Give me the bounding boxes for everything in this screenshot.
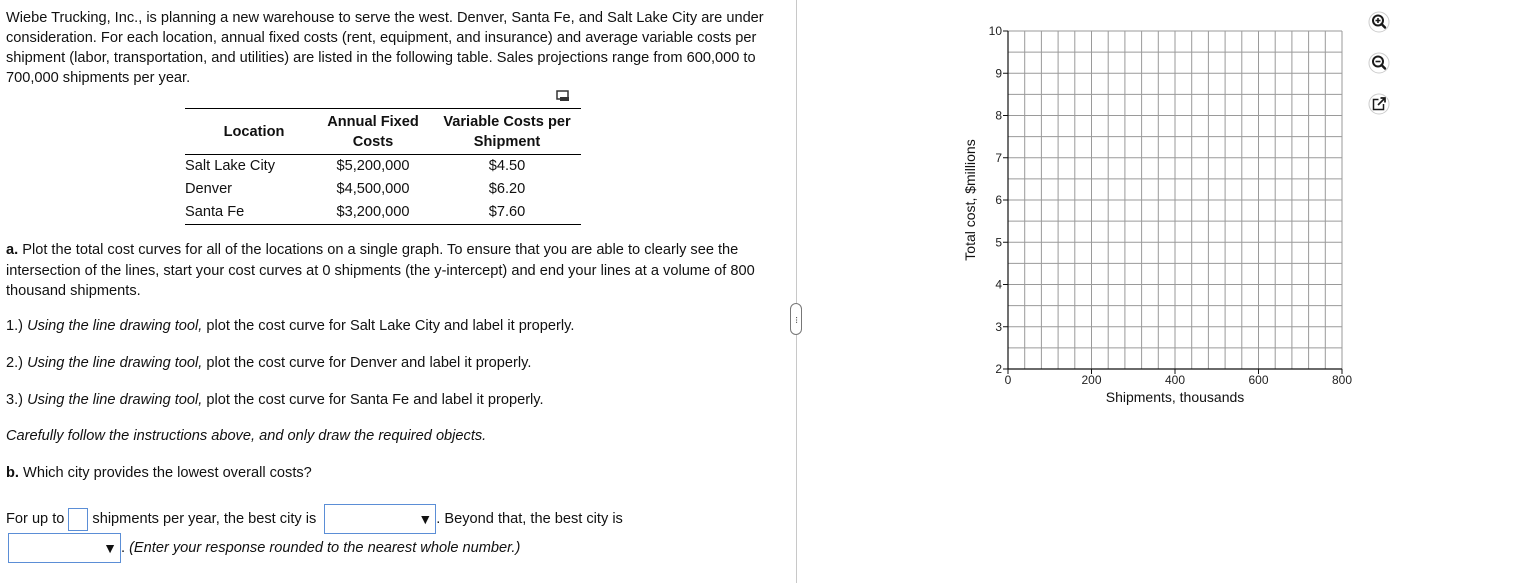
step-3-tool: Using the line drawing tool, [27, 392, 203, 408]
caution-text [6, 428, 486, 444]
copy-table-icon[interactable] [556, 90, 570, 102]
chevron-down-icon: ▼ [418, 511, 433, 527]
step-1 [6, 318, 574, 334]
x-tick-label: 600 [1248, 373, 1269, 387]
table-row [185, 178, 581, 201]
part-a-text: Plot the total cost curves for all of the locations on a single graph. To ensure that you are able to clearly see the intersection of the lines, start your cost curves at 0 shipments (the y-intercept) and end your lines at a volume of 800 thousand shipments. [6, 242, 755, 299]
zoom-out-icon[interactable] [1368, 52, 1390, 74]
y-tick-label: 4 [995, 277, 1002, 292]
y-tick-label: 8 [995, 108, 1002, 123]
header-fixed-costs: Annual Fixed Costs [327, 114, 419, 150]
rounding-hint: (Enter your response rounded to the nearest whole number.) [129, 540, 521, 556]
cell-fixed: $5,200,000 [336, 158, 410, 174]
best-city-select-2[interactable] [8, 533, 121, 563]
x-tick-label: 0 [1004, 373, 1012, 387]
y-tick-label: 9 [995, 66, 1002, 81]
step-3-text: plot the cost curve for Santa Fe and label it properly. [202, 392, 544, 408]
x-tick-label: 200 [1081, 373, 1102, 387]
chevron-down-icon: ▼ [103, 540, 117, 556]
expand-icon[interactable] [1368, 93, 1390, 115]
y-axis-label: Total cost, $millions [962, 139, 978, 261]
part-b-question: Which city provides the lowest overall costs? [23, 465, 312, 481]
cell-location: Denver [185, 181, 233, 197]
table-row [185, 155, 581, 179]
caution-line: Carefully follow the instructions above, and only draw the required objects. [6, 428, 487, 444]
step-1-tool: Using the line drawing tool, [27, 318, 203, 334]
step-2-number: 2.) [6, 355, 28, 371]
cell-fixed: $4,500,000 [336, 181, 410, 197]
part-a-prompt [6, 240, 786, 302]
header-location: Location [223, 124, 285, 140]
cell-location: Santa Fe [185, 204, 245, 220]
panel-resize-handle[interactable]: ··· [790, 303, 802, 335]
step-3 [6, 392, 544, 408]
cost-graph[interactable] [958, 20, 1378, 420]
answer-row-2 [6, 533, 520, 563]
x-tick-label: 800 [1331, 373, 1353, 387]
cell-variable: $7.60 [488, 204, 526, 220]
step-2 [6, 355, 531, 371]
shipments-input[interactable] [68, 508, 88, 531]
cell-fixed: $3,200,000 [336, 204, 410, 220]
part-b-label: b. [6, 465, 19, 481]
x-axis-label: Shipments, thousands [1105, 389, 1245, 405]
y-tick-label: 6 [995, 193, 1002, 207]
shipments-label: shipments per year, the best city is [92, 511, 317, 527]
step-3-number: 3.) [6, 392, 28, 408]
step-1-number: 1.) [6, 318, 28, 334]
period-label: . [121, 540, 126, 556]
y-tick-label: 10 [988, 24, 1002, 38]
y-tick-label: 3 [995, 319, 1002, 334]
for-up-to-label: For up to [6, 511, 65, 527]
y-tick-label: 7 [995, 150, 1002, 165]
zoom-in-icon[interactable] [1368, 11, 1390, 33]
graph-grid [1008, 31, 1342, 369]
part-b-prompt [6, 465, 312, 481]
y-tick-label: 5 [995, 235, 1002, 250]
header-variable-costs: Variable Costs per Shipment [443, 114, 571, 150]
step-2-text: plot the cost curve for Denver and label it properly. [202, 355, 532, 371]
table-header-row [185, 109, 581, 155]
beyond-label: . Beyond that, the best city is [436, 511, 623, 527]
cell-variable: $4.50 [488, 158, 526, 174]
panel-divider[interactable] [796, 0, 797, 583]
y-tick-labels [989, 24, 1003, 376]
answer-row [6, 507, 623, 531]
problem-statement: Wiebe Trucking, Inc., is planning a new warehouse to serve the west. Denver, Santa Fe, and Salt Lake City are under consideration. For each location, annual fixed costs (rent, equipment, and insurance) and average variable costs per shipment (labor, transportation, and utilities) are listed in the following table. Sales projections range from 600,000 to 700,000 shipments per year. [6, 10, 764, 86]
step-2-tool: Using the line drawing tool, [27, 355, 203, 371]
cost-table [185, 108, 581, 225]
graph-axes [1003, 31, 1342, 374]
best-city-select-1[interactable] [324, 504, 436, 534]
step-1-text: plot the cost curve for Salt Lake City and label it properly. [202, 318, 575, 334]
x-tick-labels [1005, 373, 1353, 387]
part-a-label: a. [6, 242, 19, 258]
cell-location: Salt Lake City [185, 158, 276, 174]
cell-variable: $6.20 [488, 181, 526, 197]
y-tick-label: 2 [995, 362, 1002, 376]
table-row [185, 201, 581, 225]
x-tick-label: 400 [1164, 373, 1186, 387]
